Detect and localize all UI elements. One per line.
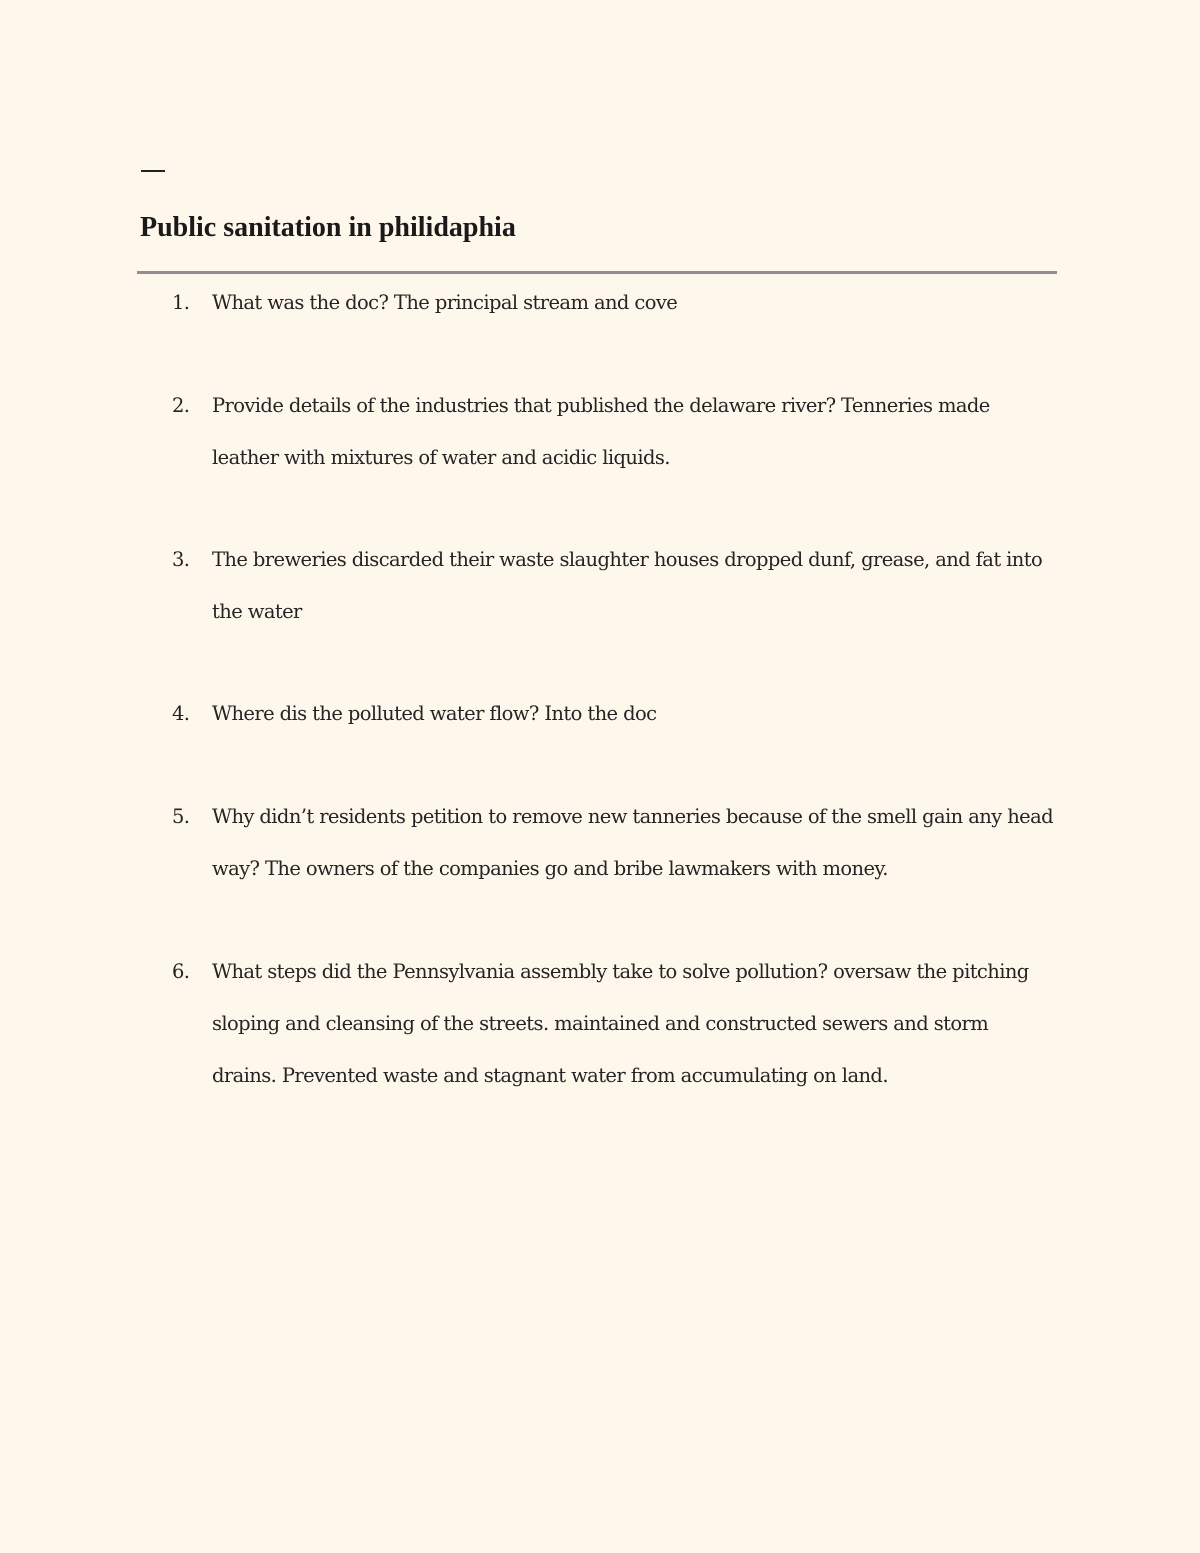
question-item — [172, 946, 1057, 1102]
question-item — [172, 534, 1057, 638]
question-text: Provide details of the industries that published the delaware river? Tenneries made leather with mixtures of water and acidic liquids. — [212, 394, 990, 469]
question-text: The breweries discarded their waste slaughter houses dropped dunf, grease, and fat into the water — [212, 548, 1043, 623]
question-number: 1. — [172, 291, 190, 314]
question-number: 4. — [172, 702, 190, 725]
question-item — [172, 277, 1057, 329]
question-text: What was the doc? The principal stream and cove — [212, 291, 678, 314]
question-text: Where dis the polluted water flow? Into the doc — [212, 702, 657, 725]
question-item — [172, 380, 1057, 484]
title-divider — [137, 271, 1057, 274]
page-title: Public sanitation in philidaphia — [140, 212, 516, 243]
question-number: 3. — [172, 548, 190, 571]
question-item — [172, 791, 1057, 895]
question-number: 2. — [172, 394, 190, 417]
question-text: What steps did the Pennsylvania assembly take to solve pollution? oversaw the pitching sloping and cleansing of the streets. maintained and constructed sewers and storm drains. Prevented waste and stagnant water from accumulating on land. — [212, 960, 1029, 1087]
question-number: 5. — [172, 805, 190, 828]
question-text: Why didn’t residents petition to remove new tanneries because of the smell gain any head way? The owners of the companies go and bribe lawmakers with money. — [212, 805, 1054, 880]
question-item — [172, 688, 1057, 740]
header-dash — [141, 170, 165, 172]
question-number: 6. — [172, 960, 190, 983]
